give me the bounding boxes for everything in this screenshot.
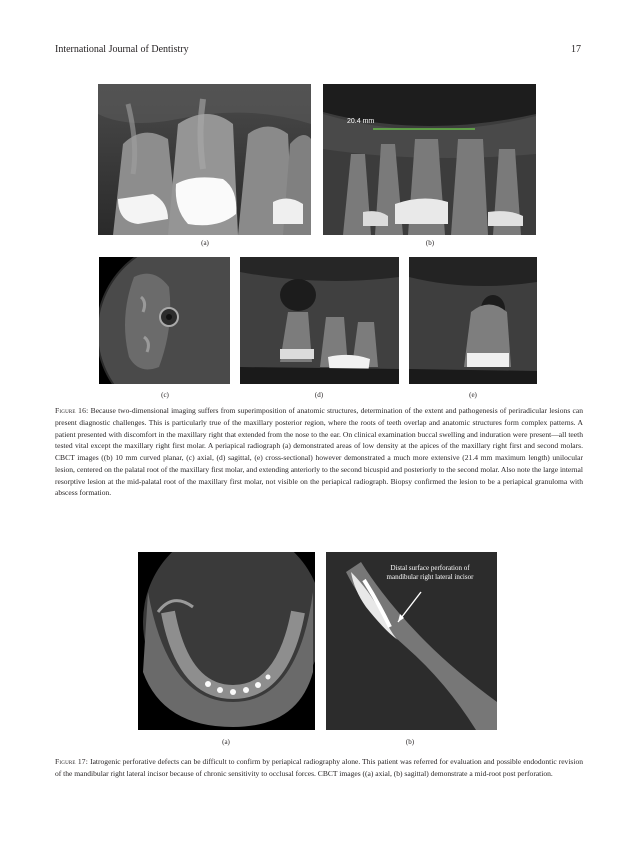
figure16-caption-text: Because two-dimensional imaging suffers from superimposition of anatomic structures, determination of the extent and pathogenesis of periradicular lesions can present diagnostic challenges. This is particularly true of the maxillary posterior region, where the roots of teeth overlap and anatomic structures form complex patterns. A patient presented with discomfort in the maxillary right that extended from the nose to the ear. On clinical examination buccal swelling and induration were present—all teeth tested vital except the maxillary right first molar. A periapical radiograph (a) demonstrated areas of low density at the apices of the maxillary right first and second molars. CBCT images ((b) 10 mm curved planar, (c) axial, (d) sagittal, (e) cross-sectional) however demonstrated a much more extensive (21.4 mm maximum length) unilocular lesion, centered on the palatal root of the maxillary first molar, and extending anteriorly to the second bicuspid and posteriorly to the second molar. Also note the large internal resorptive lesion at the mid-palatal root of the maxillary first molar, not visible on the periapical radiograph. Biopsy confirmed the lesion to be a periapical granuloma with abscess formation. — [55, 406, 583, 498]
figure16-label-e: (e) — [469, 391, 477, 399]
figure17-panel-a-axial — [138, 552, 315, 730]
figure16-label-c: (c) — [161, 391, 169, 399]
figure16-panel-d-sagittal — [240, 257, 399, 384]
figure16-caption-label: Figure 16: — [55, 406, 89, 415]
figure17-caption — [55, 756, 583, 780]
figure16-label-b: (b) — [425, 239, 435, 247]
figure17-caption-text: Iatrogenic perforative defects can be difficult to confirm by periapical radiography alone. This patient was referred for evaluation and possible endodontic revision of the mandibular right lateral incisor because of chronic sensitivity to occlusal forces. CBCT images ((a) axial, (b) sagittal) demonstrate a mid-root post perforation. — [55, 757, 584, 778]
figure16-panel-e-cross-sectional — [409, 257, 537, 384]
perforation-annotation-line2: mandibular right lateral incisor — [386, 573, 474, 581]
perforation-annotation-line1: Distal surface perforation of — [390, 564, 470, 572]
figure17-label-b: (b) — [405, 738, 415, 746]
journal-title: International Journal of Dentistry — [55, 44, 189, 55]
figure17-caption-label: Figure 17: — [55, 757, 89, 766]
figure16-label-a: (a) — [201, 239, 209, 247]
measurement-label: 20.4 mm — [347, 118, 375, 125]
perforation-annotation — [365, 564, 495, 582]
page-number: 17 — [571, 44, 581, 55]
figure16-panel-c-axial — [99, 257, 230, 384]
figure17-label-a: (a) — [222, 738, 230, 746]
figure16-panel-a-periapical-radiograph — [98, 84, 311, 235]
figure16-panel-b-curved-planar — [323, 84, 536, 235]
figure16-caption — [55, 405, 583, 499]
figure16-label-d: (d) — [314, 391, 324, 399]
